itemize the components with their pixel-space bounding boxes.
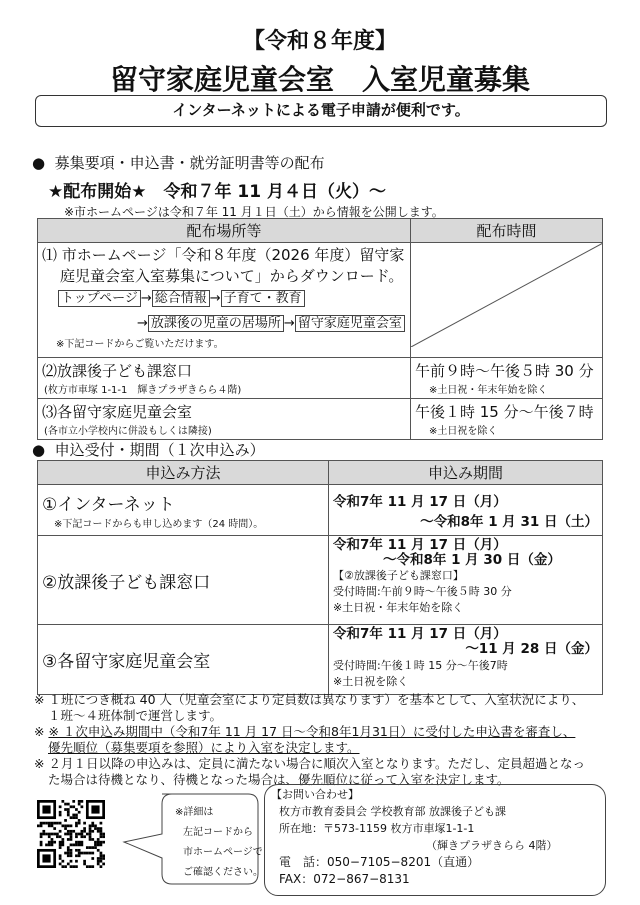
section1-heading: ● 募集要項・申込書・就労証明書等の配布 xyxy=(32,154,325,172)
col-header: 申込み方法 xyxy=(38,461,329,485)
qr-code-icon xyxy=(37,796,105,872)
homepage-note: ※市ホームページは令和７年 11 月１日（土）から情報を公開します。 xyxy=(64,205,444,219)
bubble-text: ※詳細は 左記コードから 市ホームページで ご確認ください。 xyxy=(175,807,263,878)
section2-heading: ● 申込受付・期間（１次申込み） xyxy=(32,441,265,459)
table-row: ⑵放課後子ども課窓口 (枚方市車塚 1-1-1 輝きプラザきらら４階) 午前９時～午後５時 30 分 ※土日祝・年末年始を除く xyxy=(38,358,603,399)
year-heading: 【令和８年度】 xyxy=(242,29,397,54)
col-header: 配布場所等 xyxy=(38,219,411,243)
page-title: 留守家庭児童会室 入室児童募集 xyxy=(109,63,530,96)
empty-cell xyxy=(411,243,603,358)
notes: ※ １班につき概ね 40 人（児童会室により定員数は異なります）を基本として、入室状況により、 １班～４班体制で運営します。 ※ ※ １次申込み期間中（令和7年 11 月 17 日～令和8年1月31日）に受付した申込書を審査し、 優先順位（募集要項を参照）により入室を決定します。 ※ ２月１日以降の申込みは、定員に満たない場合に順次入室となります。ただし、定員超過となっ た場合は待機となり、待機となった場合は、優先順位に従って入室を決定します。 xyxy=(34,692,585,787)
table-row: ③各留守家庭児童会室 令和7年 11 月 17 日（月） ～11 月 28 日（金） 受付時間:午後１時 15 分～午後7時 ※土日祝を除く xyxy=(38,625,603,695)
banner: インターネットによる電子申請が便利です。 xyxy=(35,95,607,127)
col-header: 配布時間 xyxy=(411,219,603,243)
col-header: 申込み期間 xyxy=(329,461,603,485)
table-row: ⑴ 市ホームページ「令和８年度（2026 年度）留守家 庭児童会室入室募集について」からダウンロード。 トップページ → 総合情報 → 子育て・教育 → 放課後の児童の居場所 → 留守家庭児童会室 ※下記コードからご覧いただけます。 xyxy=(38,243,603,358)
application-table xyxy=(37,460,603,695)
bullet-icon: ● xyxy=(32,154,46,172)
bullet-icon: ● xyxy=(32,441,46,459)
table-row: ①インターネット ※下記コードからも申し込めます（24 時間）。 令和7年 11 月 17 日（月） ～令和8年 1 月 31 日（土） xyxy=(38,485,603,536)
contact-box: 【お問い合わせ】 枚方市教育委員会 学校教育部 放課後子ども課 所在地：〒573-1159 枚方市車塚1-1-1 （輝きプラザきらら 4階） 電 話：050−7105−8201（直通） FAX：072−867−8131 xyxy=(264,784,606,896)
diagonal-line xyxy=(411,243,603,347)
distribution-table xyxy=(37,218,603,440)
table-row: ⑶各留守家庭児童会室 (各市立小学校内に併設もしくは隣接) 午後１時 15 分～午後７時 ※土日祝を除く xyxy=(38,399,603,440)
nav-path: トップページ → 総合情報 → 子育て・教育 xyxy=(42,288,406,309)
distribution-start: ★配布開始★ 令和７年 11 月４日（火）～ xyxy=(48,182,386,202)
table-row: ②放課後子ども課窓口 令和7年 11 月 17 日（月） ～令和8年 1 月 30 日（金） 【②放課後子ども課窓口】 受付時間:午前９時～午後５時 30 分 ※土日祝・年末年始を除く xyxy=(38,536,603,625)
